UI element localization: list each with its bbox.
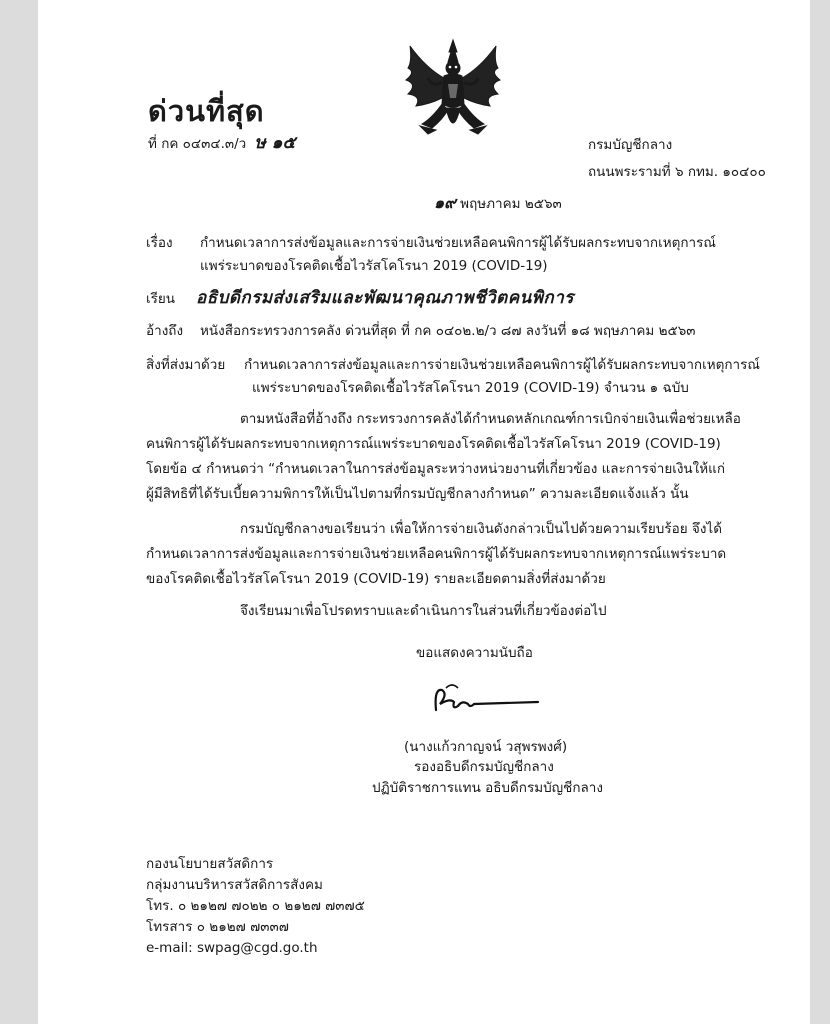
paragraph-2-line-3: ของโรคติดเชื้อไวรัสโคโรนา 2019 (COVID-19) รายละเอียดตามสิ่งที่ส่งมาด้วย bbox=[146, 571, 606, 587]
subject-line-2: แพร่ระบาดของโรคติดเชื้อไวรัสโคโรนา 2019 (COVID-19) bbox=[200, 258, 548, 274]
recipient-handwritten: อธิบดีกรมส่งเสริมและพัฒนาคุณภาพชีวิตคนพิการ bbox=[196, 288, 574, 308]
paragraph-2-line-2: กำหนดเวลาการส่งข้อมูลและการจ่ายเงินช่วยเหลือคนพิการผู้ได้รับผลกระทบจากเหตุการณ์แพร่ระบาด bbox=[146, 546, 727, 562]
footer-phone: โทร. ๐ ๒๑๒๗ ๗๐๒๒ ๐ ๒๑๒๗ ๗๓๗๕ bbox=[146, 898, 365, 914]
footer-fax: โทรสาร ๐ ๒๑๒๗ ๗๓๓๗ bbox=[146, 919, 289, 935]
subject-line-1: กำหนดเวลาการส่งข้อมูลและการจ่ายเงินช่วยเหลือคนพิการผู้ได้รับผลกระทบจากเหตุการณ์ bbox=[200, 235, 716, 251]
paragraph-3: จึงเรียนมาเพื่อโปรดทราบและดำเนินการในส่วนที่เกี่ยวข้องต่อไป bbox=[240, 603, 607, 619]
paragraph-2-line-1: กรมบัญชีกลางขอเรียนว่า เพื่อให้การจ่ายเงินดังกล่าวเป็นไปด้วยความเรียบร้อย จึงได้ bbox=[240, 521, 722, 537]
enclosure-line-1: กำหนดเวลาการส่งข้อมูลและการจ่ายเงินช่วยเหลือคนพิการผู้ได้รับผลกระทบจากเหตุการณ์ bbox=[244, 357, 760, 373]
signature-icon bbox=[428, 680, 548, 720]
signer-acting-title: ปฏิบัติราชการแทน อธิบดีกรมบัญชีกลาง bbox=[372, 780, 603, 796]
footer-group: กลุ่มงานบริหารสวัสดิการสังคม bbox=[146, 877, 323, 893]
paragraph-1-line-3: โดยข้อ ๔ กำหนดว่า “กำหนดเวลาในการส่งข้อมูลระหว่างหน่วยงานที่เกี่ยวข้อง และการจ่ายเงินให้แก่ bbox=[146, 461, 726, 477]
paragraph-1-line-4: ผู้มีสิทธิที่ได้รับเบี้ยความพิการให้เป็นไปตามที่กรมบัญชีกลางกำหนด” ความละเอียดแจ้งแล้ว นั้น bbox=[146, 486, 689, 502]
enclosure-line-2: แพร่ระบาดของโรคติดเชื้อไวรัสโคโรนา 2019 (COVID-19) จำนวน ๑ ฉบับ bbox=[252, 380, 689, 396]
reference-number-printed: ที่ กค ๐๔๓๔.๓/ว bbox=[148, 136, 247, 152]
reference-value: หนังสือกระทรวงการคลัง ด่วนที่สุด ที่ กค ๐๔๐๒.๒/ว ๘๗ ลงวันที่ ๑๘ พฤษภาคม ๒๕๖๓ bbox=[200, 323, 696, 339]
garuda-emblem-icon bbox=[398, 38, 508, 146]
date-day-handwritten: ๑๙ bbox=[434, 193, 456, 212]
reference-label: อ้างถึง bbox=[146, 323, 184, 339]
date-month-year: พฤษภาคม ๒๕๖๓ bbox=[460, 196, 562, 212]
closing-regards: ขอแสดงความนับถือ bbox=[416, 645, 533, 661]
subject-label: เรื่อง bbox=[146, 235, 173, 251]
organization-address: ถนนพระรามที่ ๖ กทม. ๑๐๔๐๐ bbox=[588, 164, 766, 180]
paragraph-1-line-2: คนพิการผู้ได้รับผลกระทบจากเหตุการณ์แพร่ระบาดของโรคติดเชื้อไวรัสโคโรนา 2019 (COVID-19) bbox=[146, 436, 721, 452]
footer-division: กองนโยบายสวัสดิการ bbox=[146, 856, 274, 872]
urgency-heading: ด่วนที่สุด bbox=[148, 94, 265, 128]
signer-title: รองอธิบดีกรมบัญชีกลาง bbox=[414, 759, 554, 775]
document-date bbox=[434, 194, 562, 213]
footer-email: e-mail: swpag@cgd.go.th bbox=[146, 940, 318, 956]
enclosure-label: สิ่งที่ส่งมาด้วย bbox=[146, 357, 226, 373]
reference-number bbox=[148, 134, 295, 153]
paragraph-1-line-1: ตามหนังสือที่อ้างถึง กระทรวงการคลังได้กำหนดหลักเกณฑ์การเบิกจ่ายเงินเพื่อช่วยเหลือ bbox=[240, 411, 741, 427]
signer-name: (นางแก้วกาญจน์ วสุพรพงศ์) bbox=[404, 739, 568, 755]
recipient-label: เรียน bbox=[146, 291, 176, 307]
organization-name: กรมบัญชีกลาง bbox=[588, 137, 673, 153]
reference-number-handwritten: ษ ๑๕ bbox=[254, 133, 296, 153]
